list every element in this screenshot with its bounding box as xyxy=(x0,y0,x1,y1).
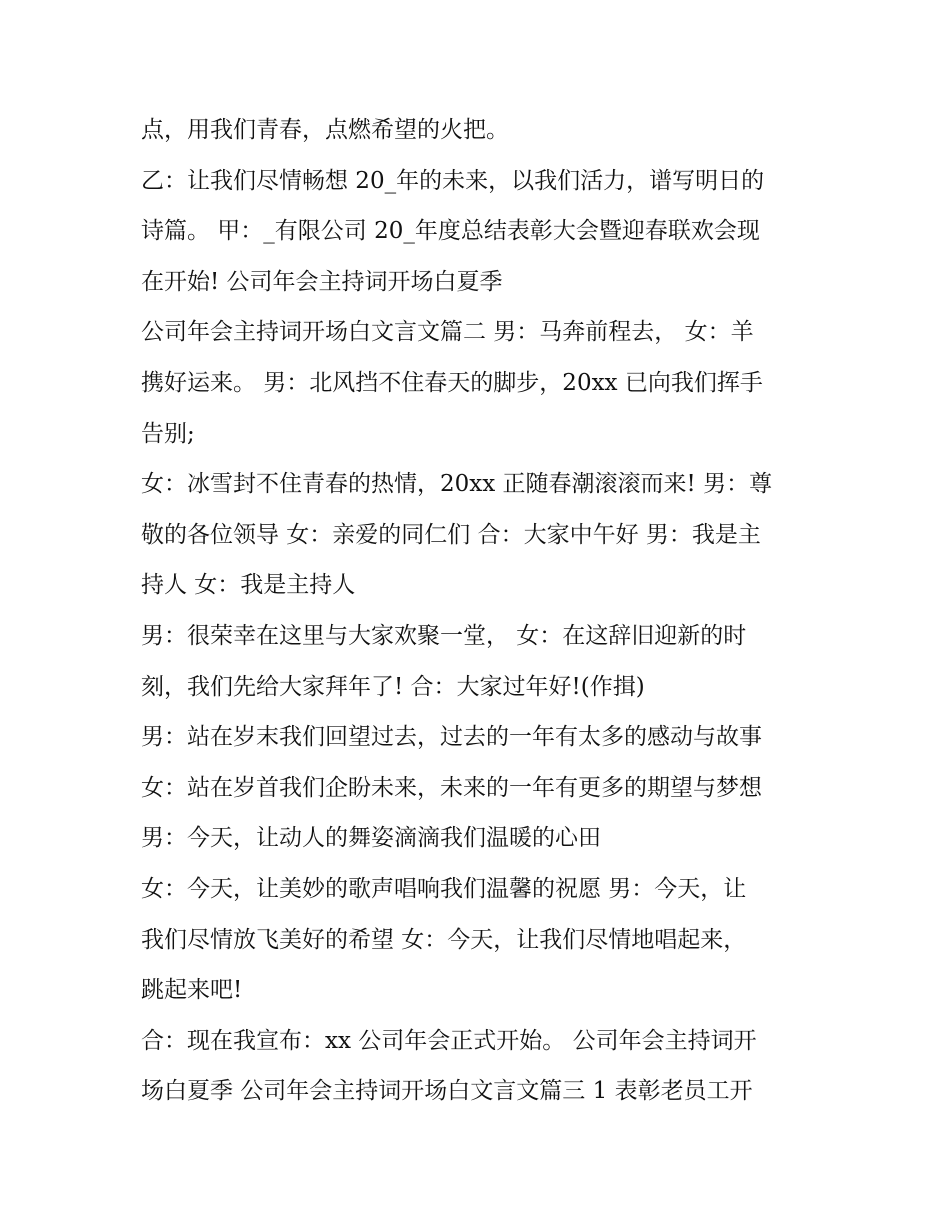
text-line-19: 合：现在我宣布：xx 公司年会正式开始。 公司年会主持词开 xyxy=(141,1027,757,1054)
text-line-7: 告别; xyxy=(141,420,195,447)
text-line-1: 点，用我们青春，点燃希望的火把。 xyxy=(141,117,509,143)
text-line-14: 女：站在岁首我们企盼未来，未来的一年有更多的期望与梦想 xyxy=(141,774,762,801)
text-line-8: 女：冰雪封不住青春的热情，20xx 正随春潮滚滚而来! 男：尊 xyxy=(141,471,773,498)
text-line-12: 刻，我们先给大家拜年了! 合：大家过年好!(作揖) xyxy=(141,673,645,700)
text-line-4: 在开始! 公司年会主持词开场白夏季 xyxy=(141,268,503,295)
text-line-15: 男：今天，让动人的舞姿滴滴我们温暖的心田 xyxy=(141,825,601,852)
text-line-13: 男：站在岁末我们回望过去，过去的一年有太多的感动与故事 xyxy=(141,724,762,751)
text-line-16: 女：今天，让美妙的歌声唱响我们温馨的祝愿 男：今天，让 xyxy=(141,875,747,902)
text-line-11: 男：很荣幸在这里与大家欢聚一堂， 女：在这辞旧迎新的时 xyxy=(141,622,747,649)
text-line-20: 场白夏季 公司年会主持词开场白文言文篇三 1 表彰老员工开 xyxy=(141,1078,753,1105)
text-line-2: 乙：让我们尽情畅想 20_年的未来，以我们活力，谱写明日的 xyxy=(141,167,765,194)
text-line-5: 公司年会主持词开场白文言文篇二 男：马奔前程去， 女：羊 xyxy=(141,319,754,346)
text-line-10: 持人 女：我是主持人 xyxy=(141,572,356,599)
text-line-17: 我们尽情放飞美好的希望 女：今天，让我们尽情地唱起来， xyxy=(141,926,747,953)
text-line-9: 敬的各位领导 女：亲爱的同仁们 合：大家中午好 男：我是主 xyxy=(141,521,761,548)
text-line-18: 跳起来吧! xyxy=(141,977,243,1004)
document-body xyxy=(141,105,821,1117)
text-line-3: 诗篇。 甲：_有限公司 20_年度总结表彰大会暨迎春联欢会现 xyxy=(141,218,760,245)
text-line-6: 携好运来。 男：北风挡不住春天的脚步，20xx 已向我们挥手 xyxy=(141,369,763,396)
